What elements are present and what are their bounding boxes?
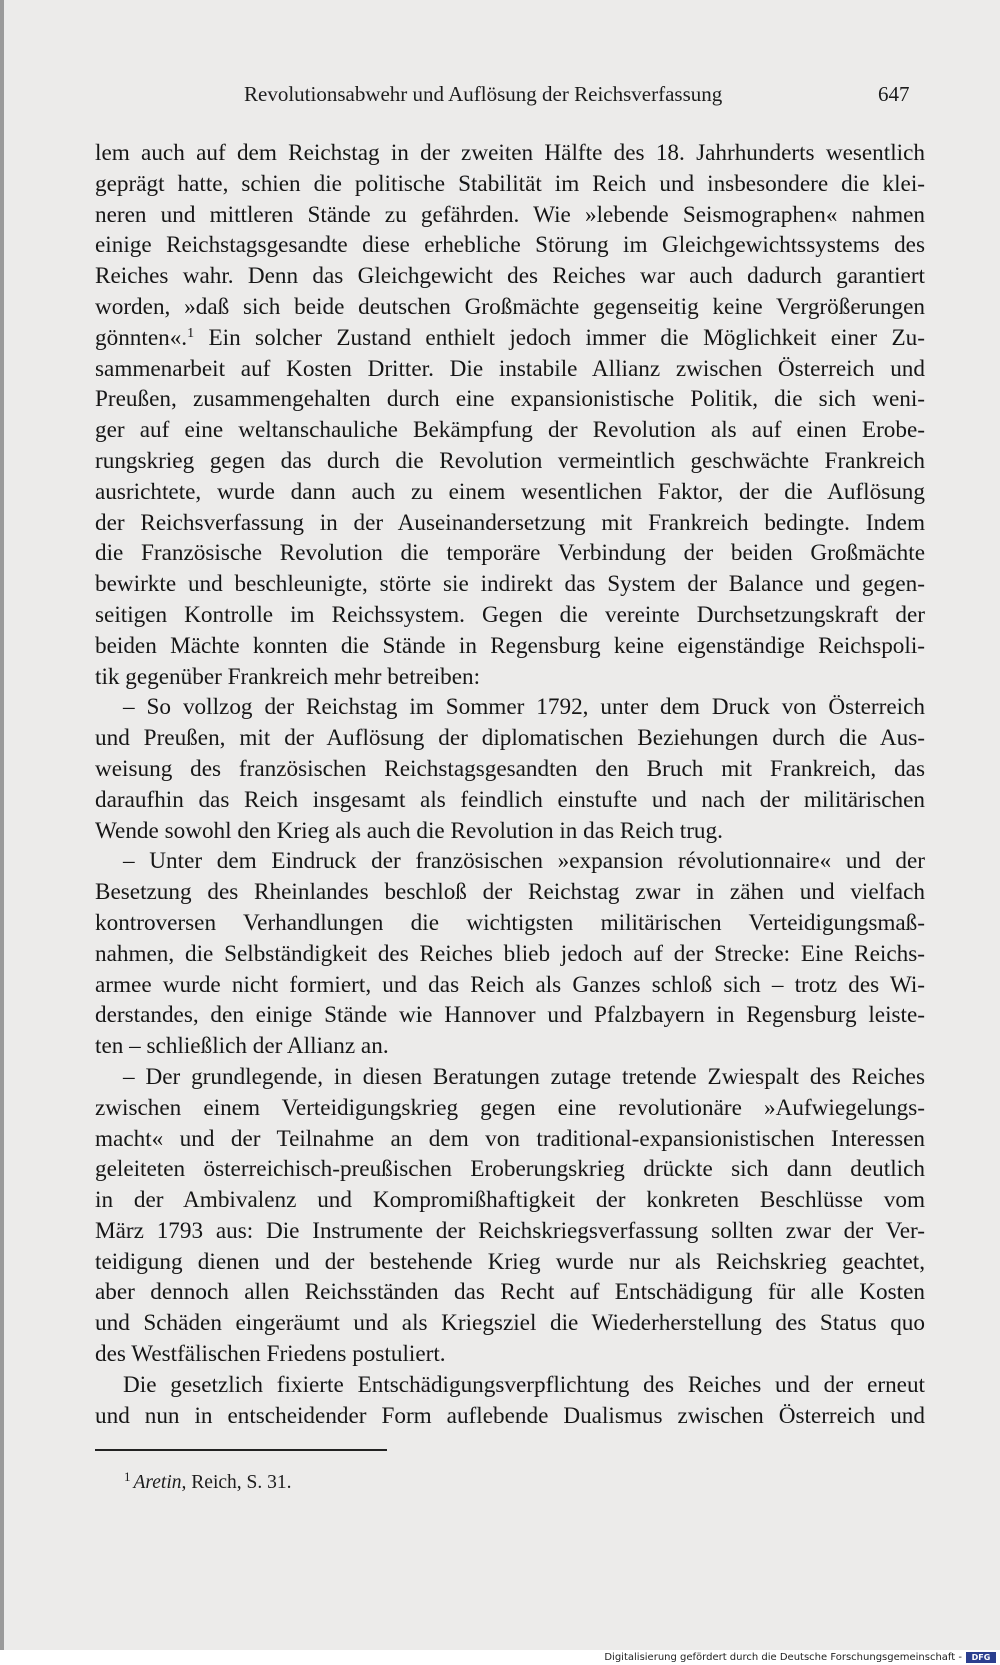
- body-text: [95, 138, 925, 1431]
- text-line: macht« und der Teilnahme an dem von traditional-expansionistischen Interessen: [95, 1125, 925, 1152]
- text-line-with-footnote-ref: [95, 323, 925, 354]
- text-line: in der Ambivalenz und Kompromißhaftigkeit der konkreten Beschlüsse vom: [95, 1187, 925, 1214]
- text-line: des Westfälischen Friedens postuliert.: [95, 1341, 446, 1368]
- text-line: ten – schließlich der Allianz an.: [95, 1033, 389, 1060]
- text-line: ger auf eine weltanschauliche Bekämpfung der Revolution als auf einen Erobe-: [95, 417, 925, 444]
- text-line: und Schäden eingeräumt und als Kriegsziel die Wiederherstellung des Status quo: [95, 1310, 925, 1337]
- text-line: rungskrieg gegen das durch die Revolution vermeintlich geschwächte Frankreich: [95, 447, 925, 474]
- funding-credit: Digitalisierung gefördert durch die Deutsche Forschungsgemeinschaft -: [604, 1652, 962, 1663]
- text-line: lem auch auf dem Reichstag in der zweiten Hälfte des 18. Jahrhunderts wesentlich: [95, 140, 925, 166]
- running-title: Revolutionsabwehr und Auflösung der Reichsverfassung: [244, 82, 723, 106]
- text-line: geprägt hatte, schien die politische Stabilität im Reich und insbesondere die klei-: [95, 170, 925, 197]
- text-line: ausrichtete, wurde dann auch zu einem wesentlichen Faktor, der die Auflösung: [95, 478, 925, 505]
- text-line: sammenarbeit auf Kosten Dritter. Die instabile Allianz zwischen Österreich und: [95, 355, 925, 382]
- text-line: Reiches wahr. Denn das Gleichgewicht des Reiches war auch dadurch garantiert: [95, 263, 925, 290]
- text-segment: Ein solcher Zustand enthielt jedoch immer die Möglichkeit einer Zu-: [194, 324, 925, 351]
- dfg-logo: DFG: [966, 1652, 996, 1663]
- text-line: derstandes, den einige Stände wie Hannover und Pfalzbayern in Regensburg leiste-: [95, 1002, 925, 1029]
- text-line: einige Reichstagsgesandte diese erhebliche Störung im Gleichgewichtssystems des: [95, 232, 925, 259]
- text-line: kontroversen Verhandlungen die wichtigsten militärischen Verteidigungsmaß-: [95, 909, 925, 936]
- text-line: armee wurde nicht formiert, und das Reich als Ganzes schloß sich – trotz des Wi-: [95, 971, 925, 998]
- text-line: zwischen einem Verteidigungskrieg gegen eine revolutionäre »Aufwiegelungs-: [95, 1094, 925, 1121]
- text-line: Wende sowohl den Krieg als auch die Revolution in das Reich trug.: [95, 817, 723, 844]
- text-line: und nun in entscheidender Form auflebende Dualismus zwischen Österreich und: [95, 1402, 925, 1429]
- text-line: und Preußen, mit der Auflösung der diplomatischen Beziehungen durch die Aus-: [95, 725, 925, 752]
- footnote-reference[interactable]: 1: [187, 325, 195, 341]
- text-line: tik gegenüber Frankreich mehr betreiben:: [95, 663, 481, 690]
- text-line: weisung des französischen Reichstagsgesandten den Bruch mit Frankreich, das: [95, 755, 925, 782]
- text-line: neren und mittleren Stände zu gefährden. Wie »lebende Seismographen« nahmen: [95, 201, 925, 228]
- digitization-footer: [0, 1650, 1000, 1665]
- footnote-separator: [95, 1449, 387, 1451]
- text-line: die Französische Revolution die temporäre Verbindung der beiden Großmächte: [95, 540, 925, 567]
- text-line: geleiteten österreichisch-preußischen Eroberungskrieg drückte sich dann deutlich: [95, 1156, 925, 1183]
- text-segment: gönnten«.: [95, 324, 188, 351]
- text-line: worden, »daß sich beide deutschen Großmächte gegenseitig keine Vergrößerungen: [95, 293, 925, 320]
- footnote-text: Reich, S. 31.: [186, 1472, 292, 1493]
- text-line: – Unter dem Eindruck der französischen »expansion révolutionnaire« und der: [123, 848, 925, 875]
- text-line: – So vollzog der Reichstag im Sommer 1792, unter dem Druck von Österreich: [123, 694, 925, 721]
- text-line: beiden Mächte konnten die Stände in Regensburg keine eigenständige Reichspoli-: [95, 632, 925, 659]
- text-line: daraufhin das Reich insgesamt als feindlich einstufte und nach der militärischen: [95, 786, 925, 813]
- text-line: der Reichsverfassung in der Auseinandersetzung mit Frankreich bedingte. Indem: [95, 509, 925, 536]
- text-line: Besetzung des Rheinlandes beschloß der Reichstag zwar in zähen und vielfach: [95, 879, 925, 906]
- text-line: teidigung dienen und der bestehende Krieg wurde nur als Reichskrieg geachtet,: [95, 1248, 925, 1275]
- text-line: Die gesetzlich fixierte Entschädigungsverpflichtung des Reiches und der erneut: [123, 1371, 925, 1398]
- text-line: – Der grundlegende, in diesen Beratungen zutage tretende Zwiespalt des Reiches: [123, 1063, 925, 1090]
- text-line: März 1793 aus: Die Instrumente der Reichskriegsverfassung sollten zwar der Ver-: [95, 1217, 925, 1244]
- page-edge-shadow: [0, 0, 4, 1650]
- text-line: nahmen, die Selbständigkeit des Reiches blieb jedoch auf der Strecke: Eine Reichs-: [95, 940, 925, 967]
- text-line: bewirkte und beschleunigte, störte sie indirekt das System der Balance und gegen-: [95, 571, 925, 598]
- footnote-number: 1: [124, 1469, 131, 1484]
- text-line: aber dennoch allen Reichsständen das Recht auf Entschädigung für alle Kosten: [95, 1279, 925, 1306]
- text-line: Preußen, zusammengehalten durch eine expansionistische Politik, die sich weni-: [95, 386, 925, 413]
- footnote-author: Aretin,: [133, 1472, 187, 1493]
- footnote: [124, 1469, 292, 1494]
- text-line: seitigen Kontrolle im Reichssystem. Gegen die vereinte Durchsetzungskraft der: [95, 601, 925, 628]
- page-number: 647: [878, 82, 910, 106]
